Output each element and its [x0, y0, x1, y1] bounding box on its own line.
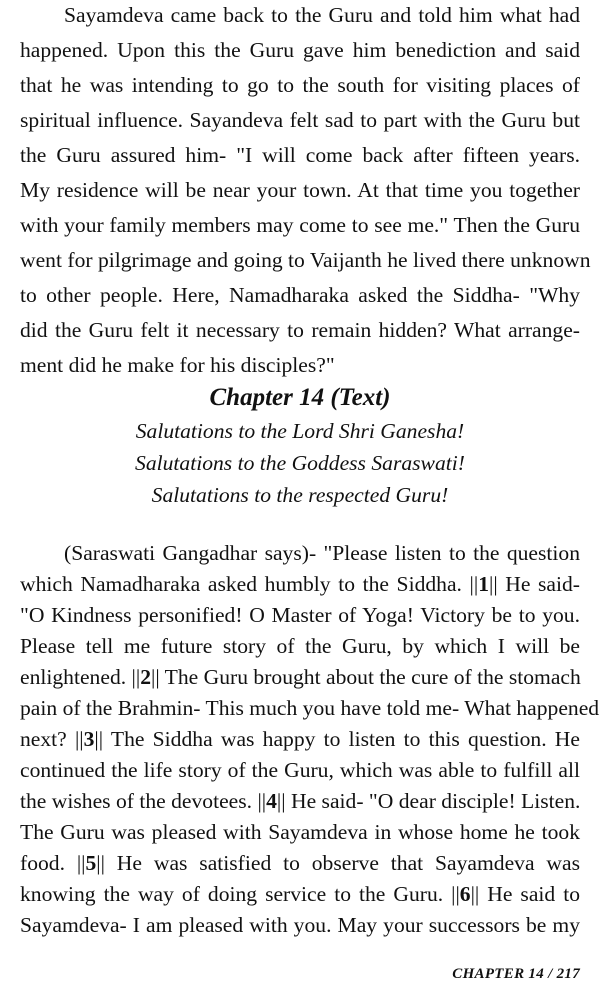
text-line: Sayamdeva- I am pleased with you. May your successors be my: [20, 913, 580, 937]
text-line: enlightened. ||2|| The Guru brought about the cure of the stomach: [20, 665, 581, 689]
text-line: knowing the way of doing service to the Guru. ||6|| He said to: [20, 882, 580, 906]
text-line: with your family members may come to see me." Then the Guru: [20, 213, 580, 237]
verse-number: 5: [85, 851, 97, 875]
chapter-title: Chapter 14 (Text): [209, 384, 391, 411]
text-line: "O Kindness personified! O Master of Yoga! Victory be to you.: [20, 603, 580, 627]
text-line: the Guru assured him- "I will come back after fifteen years.: [20, 143, 580, 167]
text-line: went for pilgrimage and going to Vaijanth he lived there unknown: [20, 248, 591, 272]
text-line: ment did he make for his disciples?": [20, 353, 335, 377]
invocation-line: Salutations to the Goddess Saraswati!: [135, 451, 465, 475]
text-line: spiritual influence. Sayandeva felt sad to part with the Guru but: [20, 108, 580, 132]
text-line: next? ||3|| The Siddha was happy to listen to this question. He: [20, 727, 580, 751]
verse-number: 2: [140, 665, 151, 689]
text-line: happened. Upon this the Guru gave him benediction and said: [20, 38, 580, 62]
text-line: did the Guru felt it necessary to remain hidden? What arrange-: [20, 318, 580, 342]
text-line: the wishes of the devotees. ||4|| He said- "O dear disciple! Listen.: [20, 789, 581, 813]
text-line: Sayamdeva came back to the Guru and told him what had: [64, 3, 580, 27]
text-line: food. ||5|| He was satisfied to observe that Sayamdeva was: [20, 851, 580, 875]
verse-number: 6: [459, 882, 471, 906]
invocation-line: Salutations to the respected Guru!: [151, 483, 449, 507]
invocation-line: Salutations to the Lord Shri Ganesha!: [135, 419, 465, 443]
text-line: that he was intending to go to the south for visiting places of: [20, 73, 580, 97]
text-line: Please tell me future story of the Guru, by which I will be: [20, 634, 580, 658]
verse-number: 4: [266, 789, 277, 813]
text-line: pain of the Brahmin- This much you have told me- What happened: [20, 696, 600, 720]
text-line: The Guru was pleased with Sayamdeva in whose home he took: [20, 820, 580, 844]
text-line: continued the life story of the Guru, which was able to fulfill all: [20, 758, 580, 782]
page-footer: CHAPTER 14 / 217: [452, 966, 580, 982]
text-line: (Saraswati Gangadhar says)- "Please listen to the question: [64, 541, 580, 565]
text-line: which Namadharaka asked humbly to the Siddha. ||1|| He said-: [20, 572, 580, 596]
verse-number: 3: [83, 727, 95, 751]
text-line: to other people. Here, Namadharaka asked the Siddha- "Why: [20, 283, 580, 307]
verse-number: 1: [478, 572, 489, 596]
text-line: My residence will be near your town. At that time you together: [20, 178, 580, 202]
